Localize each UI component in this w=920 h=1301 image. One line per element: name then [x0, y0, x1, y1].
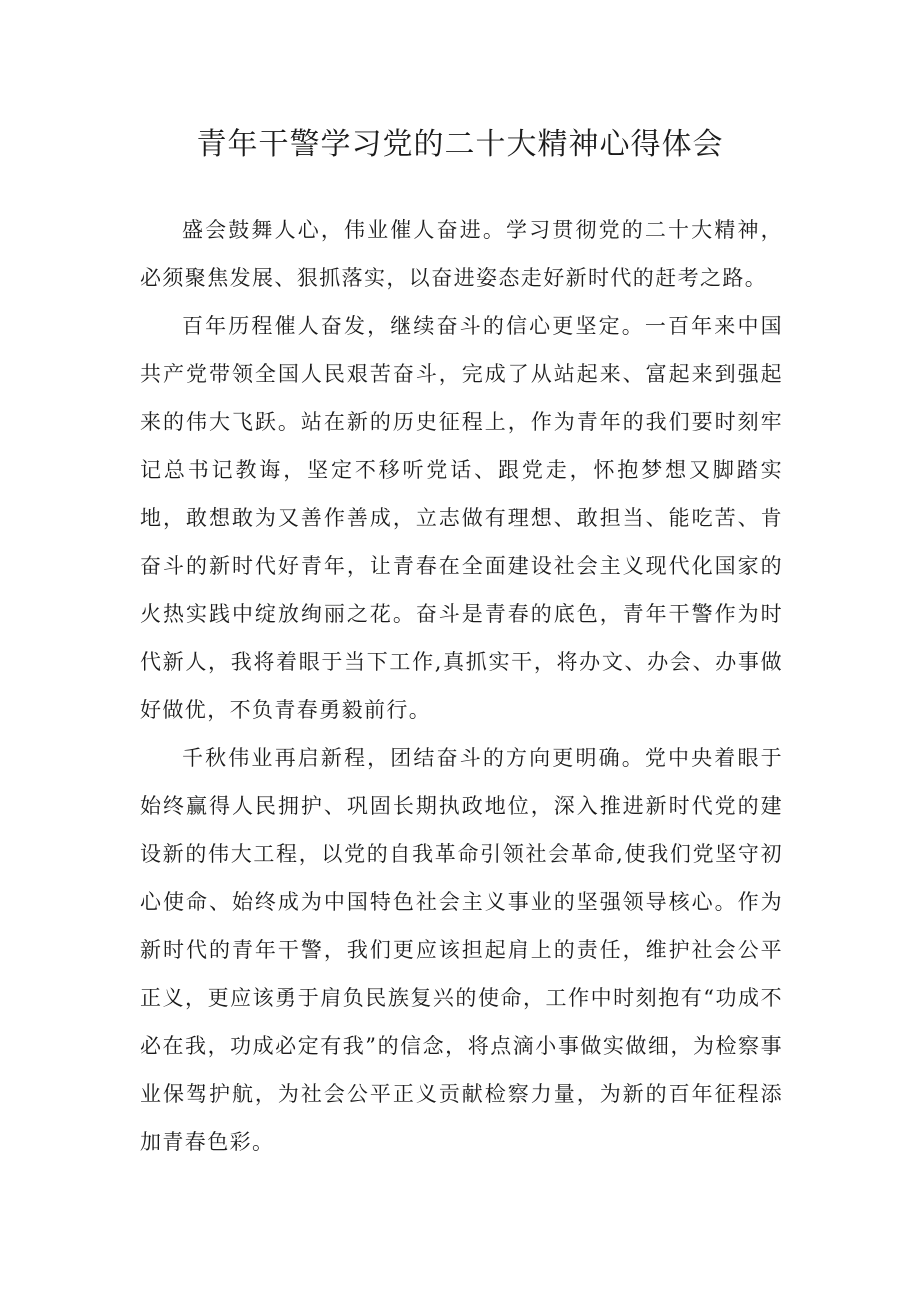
document-title: 青年干警学习党的二十大精神心得体会 — [196, 127, 724, 162]
paragraph-2: 百年历程催人奋发，继续奋斗的信心更坚定。一百年来中国共产党带领全国人民艰苦奋斗，完成了从站起来、富起来到强起来的伟大飞跃。站在新的历史征程上，作为青年的我们要时刻牢记总书记教诲，坚定不移听党话、跟党走，怀抱梦想又脚踏实地，敢想敢为又善作善成，立志做有理想、敢担当、能吃苦、肯奋斗的新时代好青年，让青春在全面建设社会主义现代化国家的火热实践中绽放绚丽之花。奋斗是青春的底色，青年干警作为时代新人，我将着眼于当下工作,真抓实干，将办文、办会、办事做好做优，不负青春勇毅前行。 — [140, 314, 783, 722]
paragraph-3: 千秋伟业再启新程，团结奋斗的方向更明确。党中央着眼于始终赢得人民拥护、巩固长期执政地位，深入推进新时代党的建设新的伟大工程，以党的自我革命引领社会革命,使我们党坚守初心使命、始终成为中国特色社会主义事业的坚强领导核心。作为新时代的青年干警，我们更应该担起肩上的责任，维护社会公平正义，更应该勇于肩负民族复兴的使命，工作中时刻抱有“功成不必在我，功成必定有我”的信念，将点滴小事做实做细，为检察事业保驾护航，为社会公平正义贡献检察力量，为新的百年征程添加青春色彩。 — [140, 746, 783, 1154]
paragraph-1: 盛会鼓舞人心，伟业催人奋进。学习贯彻党的二十大精神，必须聚焦发展、狠抓落实，以奋进姿态走好新时代的赶考之路。 — [140, 218, 783, 290]
document-body — [140, 206, 783, 1166]
